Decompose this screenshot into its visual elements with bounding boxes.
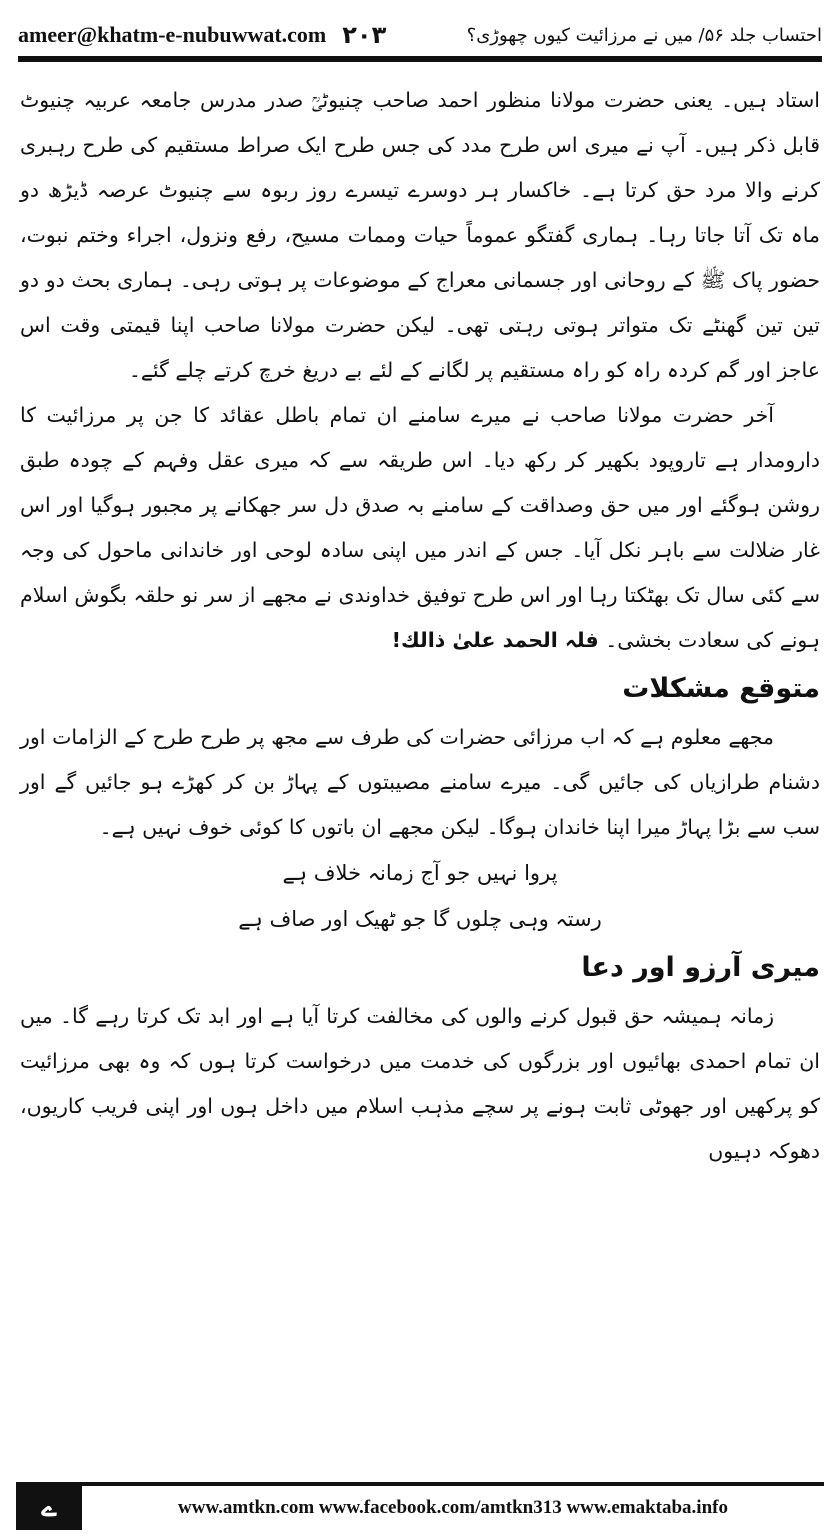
running-title: احتساب جلد ۵۶/ میں نے مرزائیت کیوں چھوڑی؟ <box>466 24 822 46</box>
paragraph-2 <box>20 393 820 663</box>
footer-urls: www.amtkn.com www.facebook.com/amtkn313 www.emaktaba.info <box>178 1497 728 1518</box>
arabic-closing: فلہ الحمد علیٰ ذالك! <box>391 628 599 652</box>
heading-expected-difficulties: متوقع مشکلات <box>622 673 820 704</box>
page-number: ۲۰۳ <box>342 21 387 49</box>
heading-wish-and-prayer: میری آرزو اور دعا <box>581 952 820 983</box>
poem-line-2: رستہ وہی چلوں گا جو ٹھیک اور صاف ہے <box>238 907 602 931</box>
paragraph-3: مجھے معلوم ہے کہ اب مرزائی حضرات کی طرف سے مجھ پر طرح طرح کے الزامات اور دشنام طرازیاں کی جائیں گی۔ میرے سامنے مصیبتوں کے پہاڑ بن کر کھڑے ہو جائیں گے اور سب سے بڑا پہاڑ میرا اپنا خاندان ہوگا۔ لیکن مجھے ان باتوں کا کوئی خوف نہیں ہے۔ <box>20 725 820 839</box>
paragraph-4: زمانہ ہمیشہ حق قبول کرنے والوں کی مخالفت کرتا آیا ہے اور ابد تک کرتا رہے گا۔ میں ان تمام احمدی بھائیوں اور بزرگوں کی خدمت میں درخواست کرتا ہوں کہ وہ بھی مرزائیت کو پرکھیں اور جھوٹی ثابت ہونے پر سچے مذہب اسلام میں داخل ہوں اور اپنی فریب کاریوں، دھوکہ دہیوں <box>20 1004 820 1163</box>
page-header <box>18 14 822 62</box>
header-left <box>18 21 386 49</box>
page-body <box>20 78 820 1462</box>
header-email: ameer@khatm-e-nubuwwat.com <box>18 22 327 47</box>
poem-line-1: پروا نہیں جو آج زمانہ خلاف ہے <box>282 861 558 885</box>
paragraph-2-text: آخر حضرت مولانا صاحب نے میرے سامنے ان تمام باطل عقائد کا جن پر مرزائیت کا دارومدار ہے تاروپود بکھیر کر رکھ دیا۔ اس طریقہ سے کہ میری عقل وفہم کے چودہ طبق روشن ہوگئے اور میں حق وصداقت کے سامنے بہ صدق دل سر جھکانے پر مجبور ہوگیا اور اس غار ضلالت سے باہر نکل آیا۔ جس کے اندر میں اپنی سادہ لوحی اور خاندانی ماحول کی وجہ سے کئی سال تک بھٹکتا رہا اور اس طرح توفیق خداوندی نے مجھے از سر نو حلقہ بگوش اسلام ہونے کی سعادت بخشی۔ <box>20 403 820 652</box>
paragraph-1: استاد ہیں۔ یعنی حضرت مولانا منظور احمد صاحب چنیوٹیؒ صدر مدرس جامعہ عربیہ چنیوٹ قابل ذکر ہیں۔ آپ نے میری اس طرح مدد کی جس طرح ایک صراط مستقیم کی طرح رہبری کرنے والا مرد حق کرتا ہے۔ خاکسار ہر دوسرے تیسرے روز ربوہ سے چنیوٹ عرصہ ڈیڑھ دو ماہ تک آتا جاتا رہا۔ ہماری گفتگو عموماً حیات وممات مسیح، رفع ونزول، اجراء وختم نبوت، حضور پاک ﷺ کے روحانی اور جسمانی معراج کے موضوعات پر ہوتی رہی۔ ہماری بحث دو دو تین تین گھنٹے تک متواتر ہوتی رہتی تھی۔ لیکن حضرت مولانا صاحب اپنا قیمتی وقت اس عاجز اور گم کردہ راہ کو راہ مستقیم پر لگانے کے لئے بے دریغ خرچ کرتے چلے گئے۔ <box>20 88 820 382</box>
poem <box>20 850 820 942</box>
footer-page-number: ے <box>16 1486 82 1530</box>
page-footer <box>16 1482 824 1530</box>
